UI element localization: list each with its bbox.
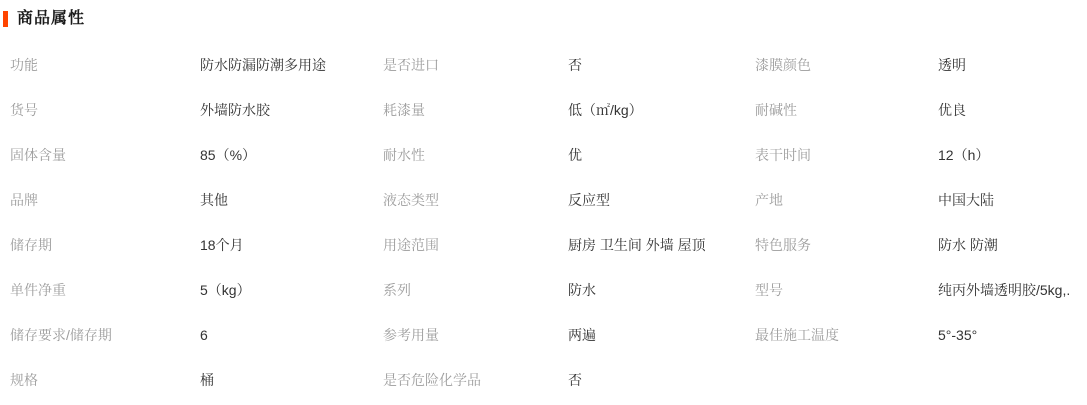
attribute-value: 85（%） xyxy=(200,146,257,163)
attribute-cell xyxy=(755,222,1087,267)
attribute-value: 中国大陆 xyxy=(938,191,994,208)
attribute-value: 透明 xyxy=(938,56,966,73)
attribute-cell xyxy=(383,222,755,267)
attribute-cell xyxy=(10,312,383,357)
section-title: 商品属性 xyxy=(17,10,86,27)
attribute-label: 用途范围 xyxy=(383,236,439,253)
attribute-label: 功能 xyxy=(10,56,38,73)
attribute-cell xyxy=(383,42,755,87)
attribute-value: 否 xyxy=(568,371,582,388)
attribute-cell xyxy=(755,87,1087,132)
attribute-label: 耐碱性 xyxy=(755,101,797,118)
attribute-cell xyxy=(383,177,755,222)
attribute-label: 货号 xyxy=(10,101,38,118)
attribute-cell xyxy=(383,267,755,312)
attribute-value: 纯丙外墙透明胶/5kg,. xyxy=(938,281,1071,298)
attribute-cell xyxy=(10,87,383,132)
attribute-label: 单件净重 xyxy=(10,281,66,298)
attribute-cell xyxy=(383,312,755,357)
attribute-label: 耗漆量 xyxy=(383,101,425,118)
attribute-value: 外墙防水胶 xyxy=(200,101,270,118)
section-header xyxy=(0,0,1087,27)
attribute-label: 是否进口 xyxy=(383,56,439,73)
attribute-cell xyxy=(10,222,383,267)
attribute-value: 12（h） xyxy=(938,146,990,163)
attributes-table xyxy=(10,42,1087,402)
attribute-value: 低（㎡/kg） xyxy=(568,101,643,118)
attribute-cell xyxy=(755,177,1087,222)
attribute-label: 特色服务 xyxy=(755,236,811,253)
attribute-cell xyxy=(10,357,383,402)
attribute-label: 储存期 xyxy=(10,236,52,253)
attribute-label: 品牌 xyxy=(10,191,38,208)
attribute-value: 厨房 卫生间 外墙 屋顶 xyxy=(568,236,706,253)
attribute-value: 两遍 xyxy=(568,326,596,343)
attribute-cell xyxy=(755,267,1087,312)
accent-bar xyxy=(3,11,8,27)
attribute-cell xyxy=(755,42,1087,87)
attribute-value: 其他 xyxy=(200,191,228,208)
attribute-label: 产地 xyxy=(755,191,783,208)
attribute-cell xyxy=(755,132,1087,177)
attribute-label: 耐水性 xyxy=(383,146,425,163)
attribute-cell xyxy=(10,177,383,222)
attribute-cell xyxy=(383,132,755,177)
attribute-label: 储存要求/储存期 xyxy=(10,326,112,343)
attribute-cell xyxy=(10,42,383,87)
attribute-value: 防水 xyxy=(568,281,596,298)
attribute-value: 桶 xyxy=(200,371,214,388)
attribute-label: 液态类型 xyxy=(383,191,439,208)
attribute-cell xyxy=(383,87,755,132)
attribute-value: 防水防漏防潮多用途 xyxy=(200,56,326,73)
attribute-value: 优良 xyxy=(938,101,966,118)
attribute-value: 反应型 xyxy=(568,191,610,208)
attribute-value: 5（kg） xyxy=(200,281,251,298)
attribute-cell xyxy=(383,357,755,402)
attribute-value: 防水 防潮 xyxy=(938,236,998,253)
attribute-label: 规格 xyxy=(10,371,38,388)
attribute-label: 参考用量 xyxy=(383,326,439,343)
attribute-cell xyxy=(755,312,1087,357)
attribute-value: 6 xyxy=(200,326,208,343)
attribute-label: 型号 xyxy=(755,281,783,298)
attribute-label: 最佳施工温度 xyxy=(755,326,839,343)
attribute-value: 否 xyxy=(568,56,582,73)
attribute-label: 漆膜颜色 xyxy=(755,56,811,73)
attribute-cell xyxy=(755,357,1087,402)
attribute-cell xyxy=(10,132,383,177)
attribute-label: 固体含量 xyxy=(10,146,66,163)
attribute-label: 系列 xyxy=(383,281,411,298)
attribute-value: 5°-35° xyxy=(938,326,978,343)
attribute-value: 18个月 xyxy=(200,236,244,253)
attribute-cell xyxy=(10,267,383,312)
attribute-label: 是否危险化学品 xyxy=(383,371,481,388)
attribute-label: 表干时间 xyxy=(755,146,811,163)
attribute-value: 优 xyxy=(568,146,582,163)
